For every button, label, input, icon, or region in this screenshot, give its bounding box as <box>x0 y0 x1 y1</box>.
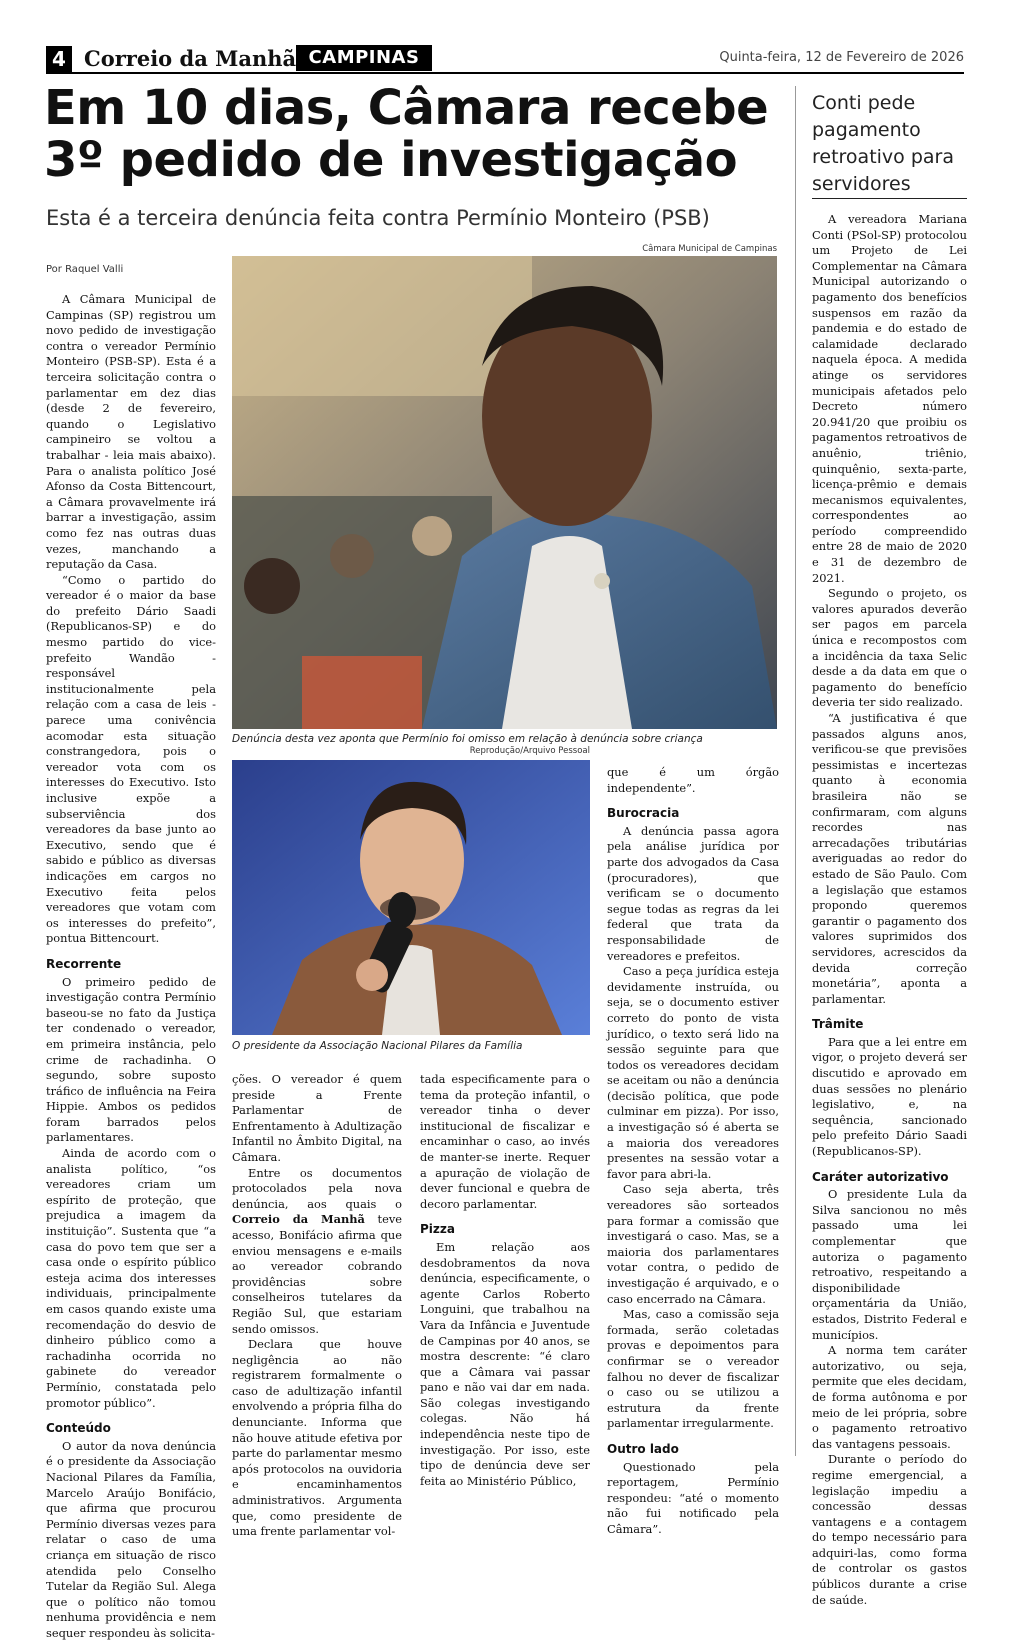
text: Entre os documentos protocolados pela nova denúncia, aos quais o <box>232 1165 402 1211</box>
paragraph: A denúncia passa agora pela análise jurídica por parte dos advogados da Casa (procuradores), que verificam se o documento segue todas as regras da lei federal que trata da responsabilidade de vereadores e prefeitos. <box>607 823 779 963</box>
sidebar-title-rule <box>812 198 967 199</box>
paragraph: Caso a peça jurídica esteja devidamente instruída, ou seja, se o documento estiver correto do ponto de vista jurídico, o texto será lido na sessão seguinte para que todos os vereadores decidam se aceitam ou não a denúncia (decisão política, que pode culminar em pizza). Por isso, a investigação só é aberta se a maioria dos vereadores presentes na sessão votar a favor para abri-la. <box>607 964 779 1181</box>
section-label: CAMPINAS <box>296 45 432 71</box>
paragraph <box>232 1166 402 1338</box>
paragraph: Ainda de acordo com o analista político, “os vereadores criam um espírito de proteção, que prejudica a imagem da instituição”. Sustenta que “a casa do povo tem que ser a casa onde o espírito público esteja acima dos interesses individuais, principalmente em casos quando existe uma recomendação do desvio de dinheiro público como a rachadinha ocorrida no gabinete do vereador Permínio, constatada pelo promotor público”. <box>46 1146 216 1410</box>
article-column-1 <box>46 292 216 1641</box>
subheading-outro-lado: Outro lado <box>607 1441 679 1456</box>
paragraph: O presidente Lula da Silva sancionou no mês passado uma lei complementar que autoriza o pagamento retroativo, respeitando a disponibilidade orçamentária da União, estados, Distrito Federal e municípios. <box>812 1187 967 1342</box>
page-number: 4 <box>46 46 72 72</box>
paragraph: A vereadora Mariana Conti (PSol-SP) protocolou um Projeto de Lei Complementar na Câmara Municipal autorizando o pagamento dos benefícios suspensos em razão da pandemia e do estado de calamidade declarado naquela época. A medida atinge os servidores municipais afetados pelo Decreto número 20.941/20 que proibiu os pagamentos retroativos de anuênio, triênio, quinquênio, sexta-parte, licença-prêmio e demais mecanismos equivalentes, correspondentes ao período compreendido entre 28 de maio de 2020 e 31 de dezembro de 2021. <box>812 212 967 585</box>
paragraph: A norma tem caráter autorizativo, ou seja, permite que eles decidam, de forma autônoma e por meio de lei própria, sobre o pagamento retroativo das vantagens pessoais. <box>812 1343 967 1451</box>
headline: Em 10 dias, Câmara recebe 3º pedido de investigação <box>44 80 769 188</box>
subheading-tramite: Trâmite <box>812 1017 864 1032</box>
paragraph: ções. O vereador é quem preside a Frente Parlamentar de Enfrentamento à Adultização Infantil no Âmbito Digital, na Câmara. <box>232 1072 402 1164</box>
sidebar-divider <box>795 86 796 1456</box>
subheading-conteudo: Conteúdo <box>46 1421 111 1436</box>
paragraph: Caso seja aberta, três vereadores são sorteados para formar a comissão que investigará o caso. Mas, se a maioria dos parlamentares votar contra, o pedido de investigação é arquivado, e o caso encerrado na Câmara. <box>607 1182 779 1306</box>
photo1-credit: Câmara Municipal de Campinas <box>642 244 777 254</box>
article-column-4 <box>607 765 779 1538</box>
paragraph: que é um órgão independente”. <box>607 765 779 795</box>
paragraph: Em relação aos desdobramentos da nova denúncia, especificamente, o agente Carlos Roberto Longuini, que trabalhou na Vara da Infância e Juventude de Campinas por 40 anos, se mostra descrente: “é claro que a Câmara vai passar pano e não vai dar em nada. São colegas investigando colegas. Não há independência neste tipo de investigação. Por isso, este tipo de denúncia deve ser feita ao Ministério Público, <box>420 1239 590 1488</box>
paragraph: O autor da nova denúncia é o presidente da Associação Nacional Pilares da Família, Marcelo Araújo Bonifácio, que afirma que procurou Permínio diversas vezes para relatar o caso de uma criança em situação de risco atendida pelo Conselho Tutelar da Região Sul. Alega que o político não tomou nenhuma providência e nem sequer respondeu às solicita- <box>46 1438 216 1640</box>
article-column-2 <box>232 1072 402 1540</box>
subheading-carater-autorizativo: Caráter autorizativo <box>812 1169 949 1184</box>
sidebar-title: Conti pede pagamento retroativo para servidores <box>812 92 954 195</box>
paragraph: Declara que houve negligência ao não registrarem formalmente o caso de adultização infantil envolvendo a própria filha do denunciante. Informa que não houve atitude efetiva por parte do parlamentar mesmo após protocolos na ouvidoria e encaminhamentos administrativos. Argumenta que, como presidente de uma frente parlamentar vol- <box>232 1337 402 1539</box>
paragraph: Durante o período do regime emergencial, a legislação impediu a concessão dessas vantagens e a contagem do tempo necessário para adquiri-las, como forma de controlar os gastos públicos durante a crise de saúde. <box>812 1452 967 1607</box>
newspaper-name: Correio da Manhã <box>84 46 297 71</box>
paragraph: tada especificamente para o tema da proteção infantil, o vereador tinha o dever institucional de fiscalizar e encaminhar o caso, ao invés de manter-se inerte. Requer a apuração de violação de dever funcional e quebra de decoro parlamentar. <box>420 1072 590 1211</box>
photo-council-member <box>232 256 777 729</box>
subheading-recorrente: Recorrente <box>46 956 122 971</box>
photo1-image <box>232 256 777 729</box>
subheading-burocracia: Burocracia <box>607 806 680 821</box>
subheadline: Esta é a terceira denúncia feita contra Permínio Monteiro (PSB) <box>46 206 710 230</box>
issue-date: Quinta-feira, 12 de Fevereiro de 2026 <box>719 50 964 65</box>
subheading-pizza: Pizza <box>420 1222 455 1237</box>
article-column-3 <box>420 1072 590 1489</box>
sidebar-article <box>812 212 967 1608</box>
newspaper-mention: Correio da Manhã <box>232 1212 365 1227</box>
paragraph: Para que a lei entre em vigor, o projeto deverá ser discutido e aprovado em duas sessões no plenário legislativo, e, na sequência, sancionado pelo prefeito Dário Saadi (Republicanos-SP). <box>812 1034 967 1159</box>
photo2-caption: O presidente da Associação Nacional Pilares da Família <box>232 1040 523 1052</box>
text: teve acesso, Bonifácio afirma que enviou mensagens e e-mails ao vereador cobrando providências sobre conselheiros tutelares da Região Sul, que estariam sendo omissos. <box>232 1212 402 1336</box>
paragraph: O primeiro pedido de investigação contra Permínio baseou-se no fato da Justiça ter condenado o vereador, em primeira instância, pelo crime de rachadinha. O segundo, sobre suposto tráfico de influência na Feira Hippie. Ambos os pedidos foram barrados pelos parlamentares. <box>46 974 216 1145</box>
photo-association-president <box>232 760 590 1035</box>
paragraph: A Câmara Municipal de Campinas (SP) registrou um novo pedido de investigação contra o vereador Permínio Monteiro (PSB-SP). Esta é a terceira solicitação contra o parlamentar em dez dias (desde 2 de fevereiro, quando o Legislativo campineiro se voltou a trabalhar - leia mais abaixo). Para o analista político José Afonso da Costa Bittencourt, a Câmara provavelmente irá barrar a investigação, assim como fez nas outras duas vezes, manchando a reputação da Casa. <box>46 292 216 572</box>
photo2-image <box>232 760 590 1035</box>
paragraph: Mas, caso a comissão seja formada, serão coletadas provas e depoimentos para confirmar se o vereador falhou no dever de fiscalizar o caso ou se utilizou a estrutura da frente parlamentar irregularmente. <box>607 1307 779 1431</box>
photo1-caption: Denúncia desta vez aponta que Permínio foi omisso em relação à denúncia sobre criança <box>232 733 703 745</box>
paragraph: “Como o partido do vereador é o maior da base do prefeito Dário Saadi (Republicanos-SP) e do mesmo partido do vice-prefeito Wandão - responsável institucionalmente pela relação com a casa de leis - parece uma conivência acomodar esta situação constrangedora, pois o vereador vota com os interesses do Executivo. Isto inclusive expõe a subserviência dos vereadores da base junto ao Executivo, sendo que é sabido e público as diversas indicações em cargos no Executivo feita pelos vereadores que votam com os interesses do prefeito”, pontua Bittencourt. <box>46 572 216 946</box>
header-rule <box>46 72 964 74</box>
byline: Por Raquel Valli <box>46 264 124 275</box>
photo2-credit: Reprodução/Arquivo Pessoal <box>469 746 590 756</box>
paragraph: “A justificativa é que passados alguns anos, verificou-se que previsões pessimistas e incertezas quanto à economia brasileira não se confirmaram, com alguns recordes nas arrecadações tributárias averiguadas ao redor do estado de São Paulo. Com a legislação que estamos propondo queremos garantir o pagamento dos valores suprimidos dos servidores, acrescidos da devida correção monetária”, aponta a parlamentar. <box>812 711 967 1006</box>
paragraph: Questionado pela reportagem, Permínio respondeu: “até o momento não fui notificado pela Câmara”. <box>607 1459 779 1536</box>
paragraph: Segundo o projeto, os valores apurados deverão ser pagos em parcela única e recompostos com a incidência da taxa Selic desde a da data em que o pagamento do benefício deveria ter sido realizado. <box>812 586 967 710</box>
